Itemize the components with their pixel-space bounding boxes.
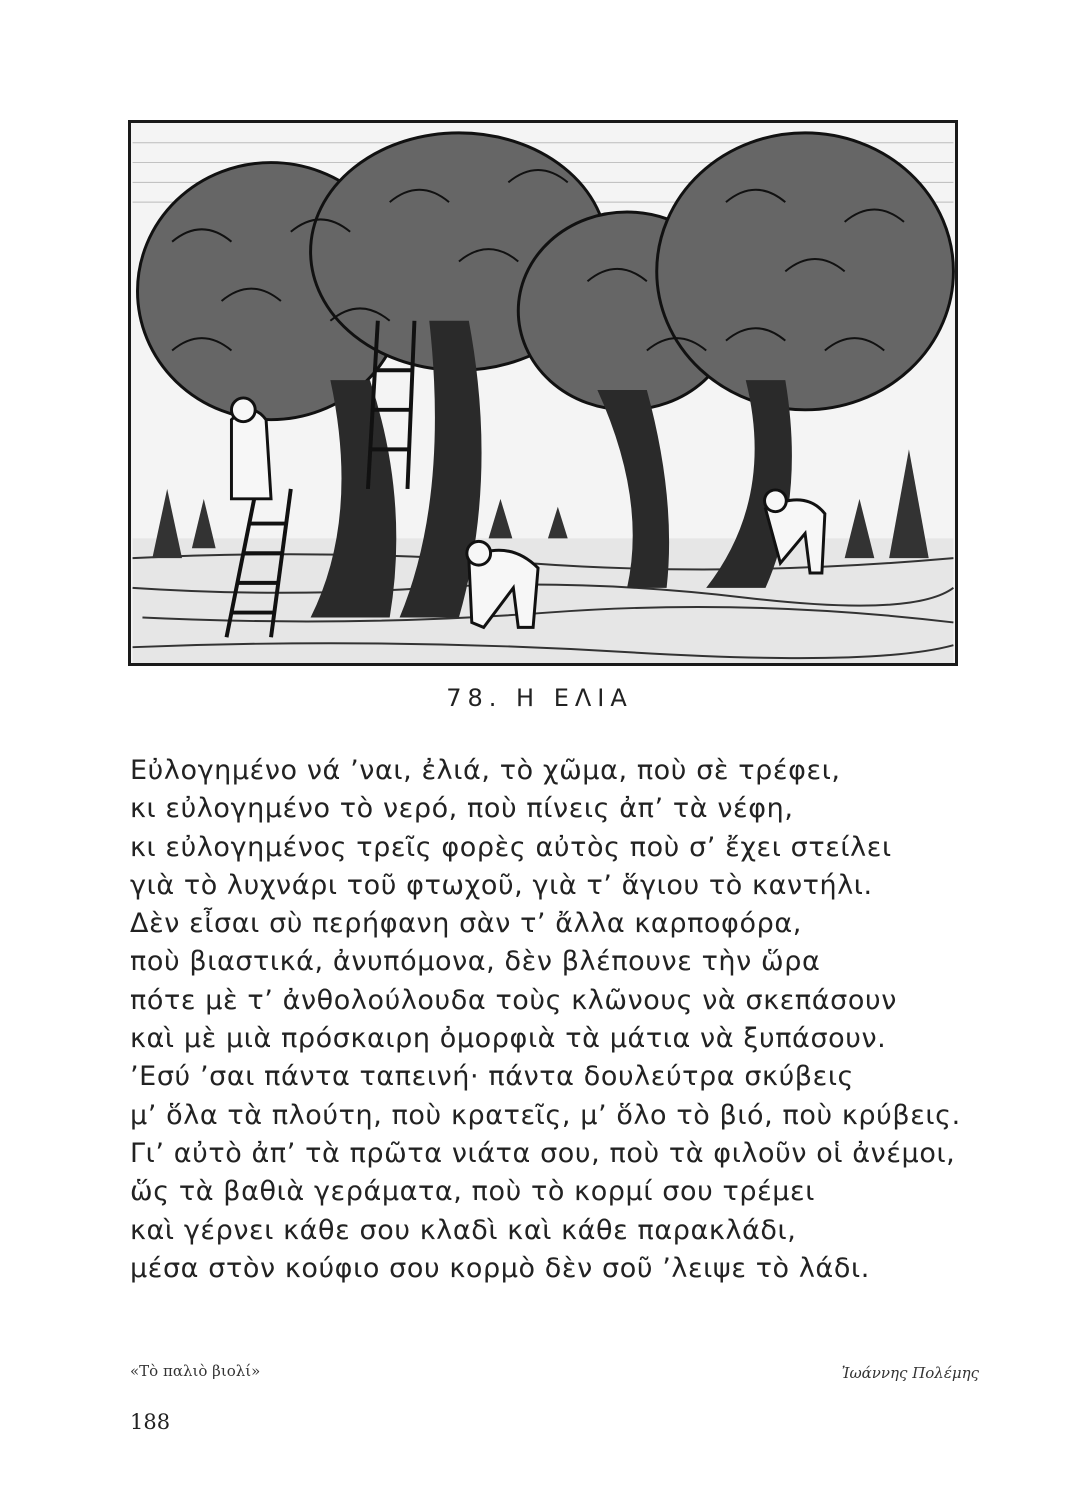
poem-line: γιὰ τὸ λυχνάρι τοῦ φτωχοῦ, γιὰ τ’ ἅγιου τὸ καντήλι. [130,869,873,901]
poem-line: Εὐλογημένο νά ’ναι, ἐλιά, τὸ χῶμα, ποὺ σὲ τρέφει, [130,755,841,786]
poem-line: κι εὐλογημένο τὸ νερό, ποὺ πίνεις ἀπ’ τὰ νέφη, [130,793,794,825]
poem-text [130,752,990,1288]
source-citation: «Τὸ παλιὸ βιολί» [130,1362,261,1380]
page-number: 188 [130,1410,171,1434]
poem-line: ποὺ βιαστικά, ἀνυπόμονα, δὲν βλέπουνε τὴν ὥρα [130,946,821,978]
poem-title: 78. Η ΕΛΙΑ [446,684,633,712]
poem-line: πότε μὲ τ’ ἀνθολούλουδα τοὺς κλῶνους νὰ σκεπάσουν [130,984,897,1016]
olive-trees-woodcut [131,123,955,663]
poem-line: μ’ ὅλα τὰ πλούτη, ποὺ κρατεῖς, μ’ ὅλο τὸ βιό, ποὺ κρύβεις. [130,1099,961,1131]
poem-line: ’Εσύ ’σαι πάντα ταπεινή· πάντα δουλεύτρα σκύβεις [130,1061,854,1093]
poem-line: καὶ γέρνει κάθε σου κλαδὶ καὶ κάθε παρακλάδι, [130,1214,797,1246]
poem-line: Γι’ αὐτὸ ἀπ’ τὰ πρῶτα νιάτα σου, ποὺ τὰ φιλοῦν οἱ ἀνέμοι, [130,1137,956,1169]
poem-line: ὥς τὰ βαθιὰ γεράματα, ποὺ τὸ κορμί σου τρέμει [130,1176,815,1208]
olive-harvest-illustration [128,120,958,666]
poem-line: Δὲν εἶσαι σὺ περήφανη σὰν τ’ ἄλλα καρποφόρα, [130,908,802,940]
author-name: Ἰωάννης Πολέμης [841,1364,979,1382]
poem-line: μέσα στὸν κούφιο σου κορμὸ δὲν σοῦ ’λειψε τὸ λάδι. [130,1252,870,1284]
poem-line: κι εὐλογημένος τρεῖς φορὲς αὐτὸς ποὺ σ’ ἔχει στείλει [130,831,892,863]
poem-line: καὶ μὲ μιὰ πρόσκαιρη ὀμορφιὰ τὰ μάτια νὰ ξυπάσουν. [130,1023,887,1055]
